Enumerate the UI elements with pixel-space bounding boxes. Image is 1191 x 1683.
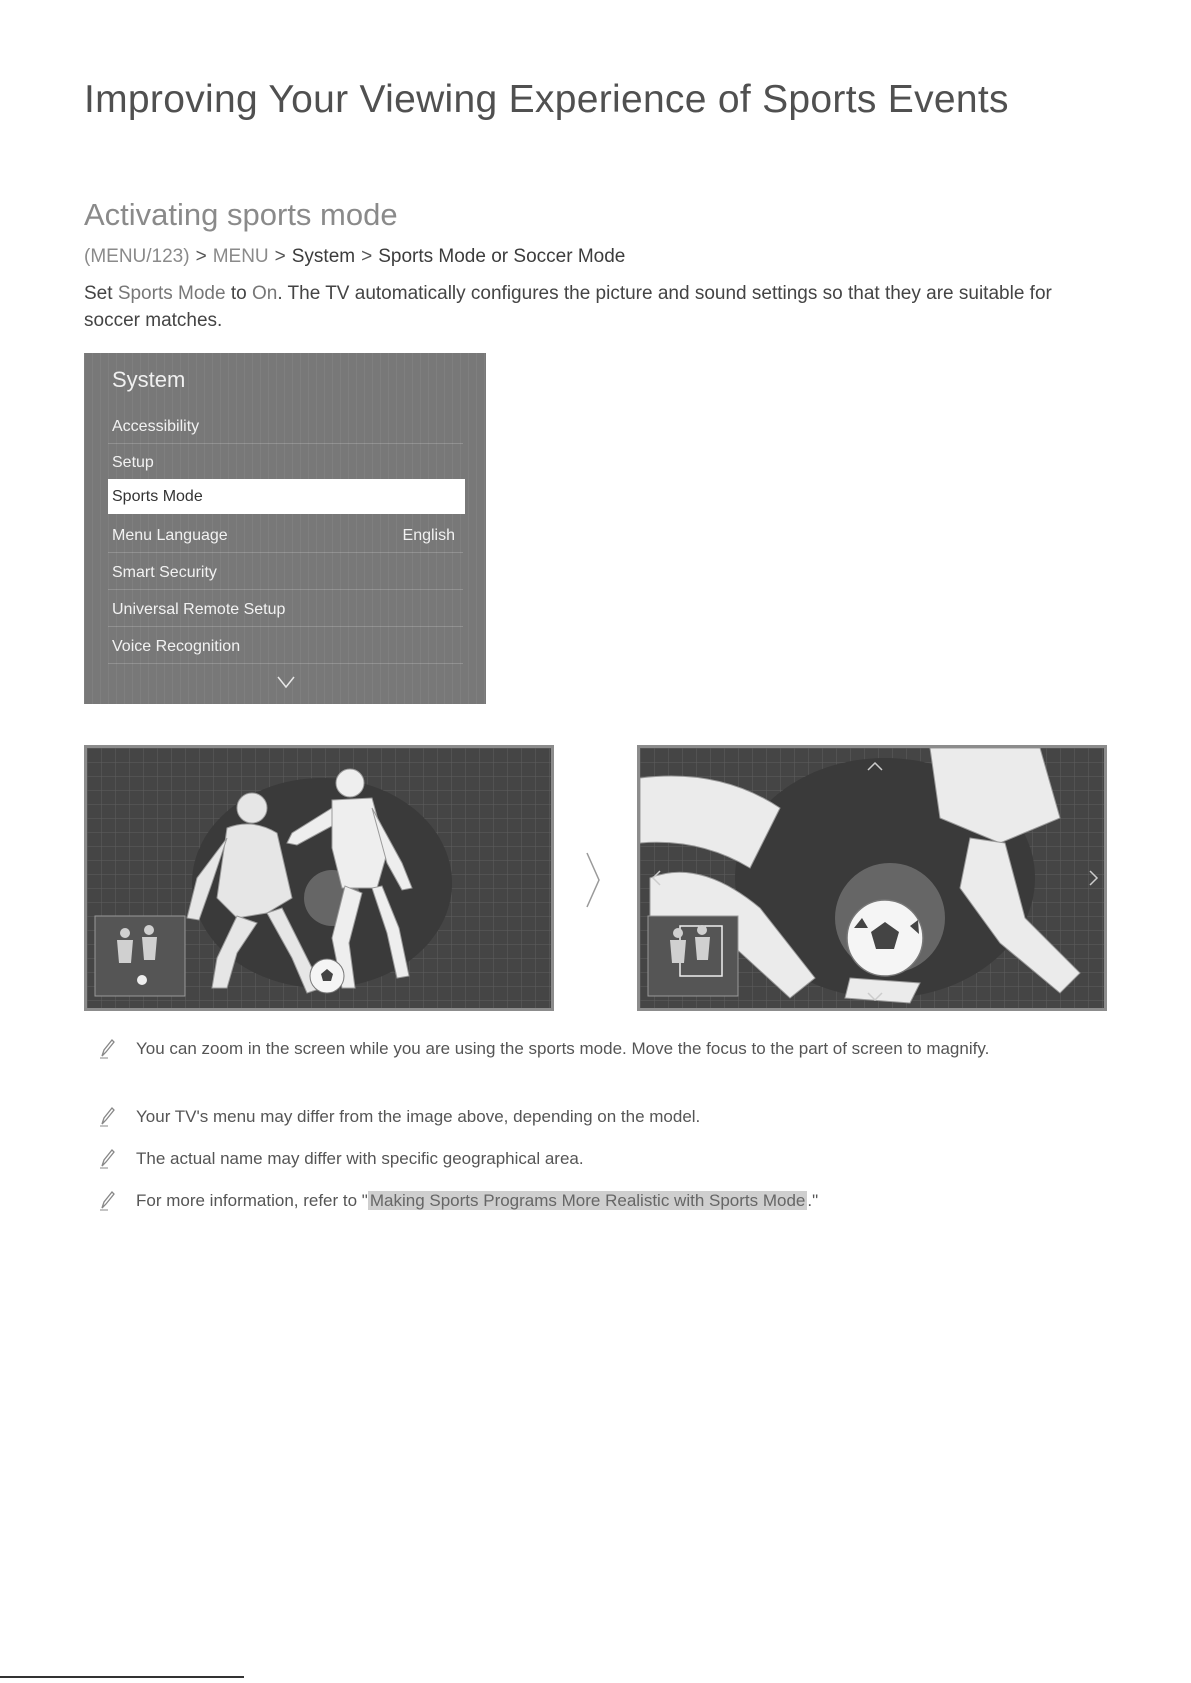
menu-item-menu-language[interactable]: [108, 518, 463, 553]
description: [84, 280, 1104, 334]
menu-item-value: English: [402, 527, 455, 544]
description-text: Set: [84, 283, 118, 304]
menu-title: System: [112, 367, 186, 392]
description-text: . The TV automatically configures the picture and sound settings so that they are suitable for soccer matches.: [84, 283, 1052, 331]
description-text: to: [225, 283, 252, 304]
path-separator: >: [195, 246, 207, 267]
path-separator: >: [274, 246, 286, 267]
system-menu-screenshot: [84, 353, 486, 704]
note-text-prefix: For more information, refer to ": [136, 1191, 368, 1210]
description-term: On: [251, 283, 278, 304]
sports-mode-zoomed-view: [637, 745, 1107, 1011]
menu-item-accessibility[interactable]: [108, 409, 463, 444]
soccer-players-illustration: [87, 748, 554, 1011]
path-part: (MENU/123): [84, 246, 190, 267]
menu-item-setup[interactable]: [108, 445, 463, 480]
pencil-icon: [98, 1148, 116, 1170]
description-term: Sports Mode: [117, 283, 226, 304]
zoomed-soccer-illustration: [640, 748, 1107, 1011]
path-part: Soccer Mode: [513, 246, 626, 267]
path-separator: >: [361, 246, 373, 267]
note-item: [84, 1146, 1104, 1172]
menu-item-label: Smart Security: [112, 564, 217, 581]
menu-item-label: Sports Mode: [112, 488, 203, 505]
pencil-icon: [98, 1106, 116, 1128]
path-part: Sports Mode: [378, 246, 486, 267]
note-reference-link[interactable]: Making Sports Programs More Realistic with Sports Mode: [369, 1191, 806, 1210]
footer-divider: [0, 1676, 244, 1678]
note-text: Your TV's menu may differ from the image above, depending on the model.: [136, 1107, 701, 1126]
menu-item-label: Accessibility: [112, 418, 200, 435]
menu-path: [84, 246, 625, 268]
note-text: [136, 1188, 1096, 1213]
pencil-icon: [98, 1038, 116, 1060]
menu-item-label: Setup: [112, 454, 154, 471]
menu-item-label: Voice Recognition: [112, 638, 241, 655]
path-or: or: [491, 246, 509, 267]
soccer-ball-icon: [310, 959, 344, 993]
note-item: [84, 1036, 1104, 1086]
pencil-icon: [98, 1190, 116, 1212]
menu-item-smart-security[interactable]: [108, 555, 463, 590]
menu-item-universal-remote-setup[interactable]: [108, 592, 463, 627]
note-item: [84, 1104, 1104, 1130]
note-item: [84, 1188, 1104, 1214]
page-title: Improving Your Viewing Experience of Sports Events: [84, 78, 1009, 121]
chevron-right-icon: [584, 850, 602, 910]
menu-item-label: Menu Language: [112, 527, 228, 544]
soccer-ball-icon: [847, 900, 923, 976]
path-part: MENU: [212, 246, 269, 267]
menu-item-sports-mode[interactable]: [108, 479, 465, 514]
note-text: You can zoom in the screen while you are using the sports mode. Move the focus to the part of screen to magnify.: [136, 1039, 990, 1058]
menu-item-voice-recognition[interactable]: [108, 629, 463, 664]
section-title: Activating sports mode: [84, 197, 398, 232]
note-text: The actual name may differ with specific geographical area.: [136, 1149, 584, 1168]
chevron-down-icon[interactable]: [276, 675, 296, 689]
note-text-suffix: .": [807, 1191, 819, 1210]
sports-mode-normal-view: [84, 745, 554, 1011]
menu-item-label: Universal Remote Setup: [112, 601, 286, 618]
path-part: System: [291, 246, 356, 267]
